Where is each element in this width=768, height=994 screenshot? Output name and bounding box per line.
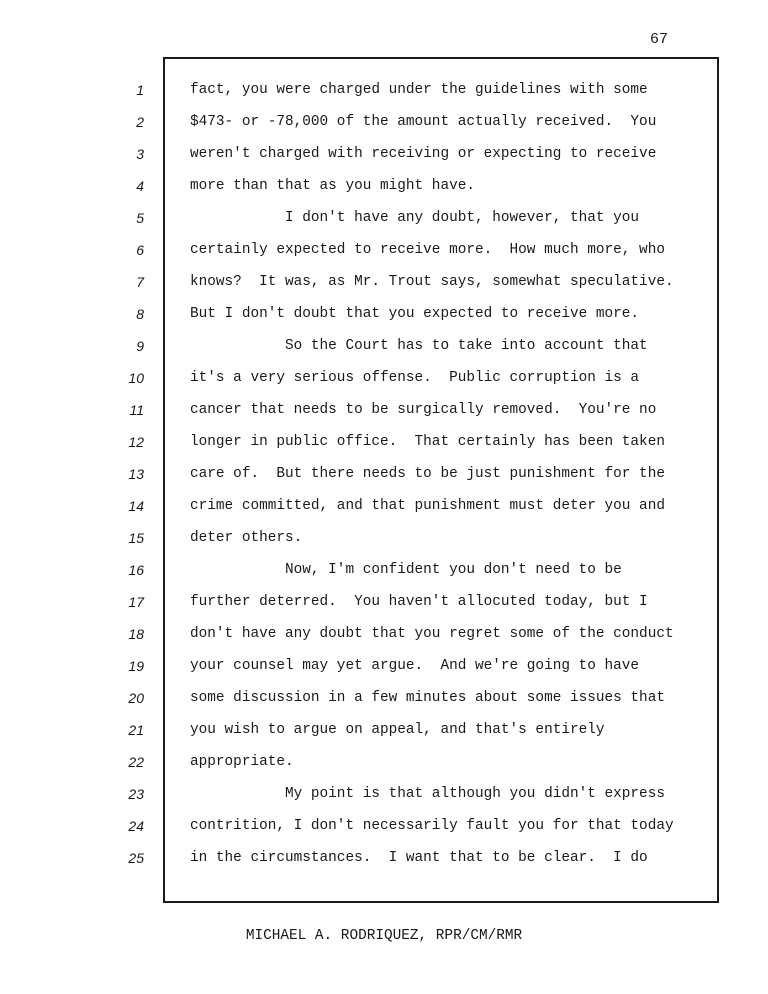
transcript-line: further deterred. You haven't allocuted today, but I: [190, 594, 648, 610]
transcript-line: more than that as you might have.: [190, 178, 475, 194]
line-number: 21: [128, 722, 144, 738]
transcript-line: fact, you were charged under the guidelines with some: [190, 82, 648, 98]
transcript-line: some discussion in a few minutes about some issues that: [190, 690, 665, 706]
line-number: 17: [128, 594, 144, 610]
line-number: 4: [136, 178, 144, 194]
transcript-line: I don't have any doubt, however, that you: [190, 210, 640, 226]
line-number: 3: [136, 146, 144, 162]
transcript-line: Now, I'm confident you don't need to be: [190, 562, 622, 578]
line-number: 24: [128, 818, 144, 834]
transcript-line: contrition, I don't necessarily fault you for that today: [190, 818, 674, 834]
line-number: 25: [128, 850, 144, 866]
line-number: 14: [128, 498, 144, 514]
transcript-line: But I don't doubt that you expected to receive more.: [190, 306, 640, 322]
line-number: 15: [128, 530, 144, 546]
transcript-line: care of. But there needs to be just punishment for the: [190, 466, 665, 482]
line-number: 19: [128, 658, 144, 674]
line-number: 6: [136, 242, 144, 258]
transcript-line: $473- or -78,000 of the amount actually received. You: [190, 114, 657, 130]
line-number: 8: [136, 306, 144, 322]
line-number: 9: [136, 338, 144, 354]
line-number: 13: [128, 466, 144, 482]
transcript-line: cancer that needs to be surgically removed. You're no: [190, 402, 657, 418]
court-reporter-footer: MICHAEL A. RODRIQUEZ, RPR/CM/RMR: [245, 928, 523, 944]
line-number: 12: [128, 434, 144, 450]
transcript-line: in the circumstances. I want that to be clear. I do: [190, 850, 648, 866]
transcript-line: deter others.: [190, 530, 303, 546]
transcript-line: knows? It was, as Mr. Trout says, somewhat speculative.: [190, 274, 674, 290]
page-number: 67: [650, 31, 669, 48]
line-number: 1: [136, 82, 144, 98]
line-number: 22: [128, 754, 144, 770]
line-number: 23: [128, 786, 144, 802]
transcript-line: certainly expected to receive more. How much more, who: [190, 242, 665, 258]
line-number: 7: [136, 274, 144, 290]
transcript-line: So the Court has to take into account that: [190, 338, 648, 354]
transcript-body: [190, 74, 710, 866]
line-number: 20: [128, 690, 144, 706]
line-number: 16: [128, 562, 144, 578]
transcript-line: you wish to argue on appeal, and that's entirely: [190, 722, 605, 738]
transcript-line: it's a very serious offense. Public corruption is a: [190, 370, 640, 386]
transcript-line: longer in public office. That certainly has been taken: [190, 434, 665, 450]
transcript-line: don't have any doubt that you regret some of the conduct: [190, 626, 674, 642]
line-number: 18: [128, 626, 144, 642]
transcript-line: crime committed, and that punishment must deter you and: [190, 498, 665, 514]
line-number: 5: [136, 210, 144, 226]
line-number: 10: [128, 370, 144, 386]
transcript-line: your counsel may yet argue. And we're going to have: [190, 658, 640, 674]
transcript-line: appropriate.: [190, 754, 294, 770]
transcript-line: weren't charged with receiving or expecting to receive: [190, 146, 657, 162]
transcript-line: My point is that although you didn't express: [190, 786, 665, 802]
line-number: 2: [136, 114, 144, 130]
line-number: 11: [129, 402, 144, 418]
